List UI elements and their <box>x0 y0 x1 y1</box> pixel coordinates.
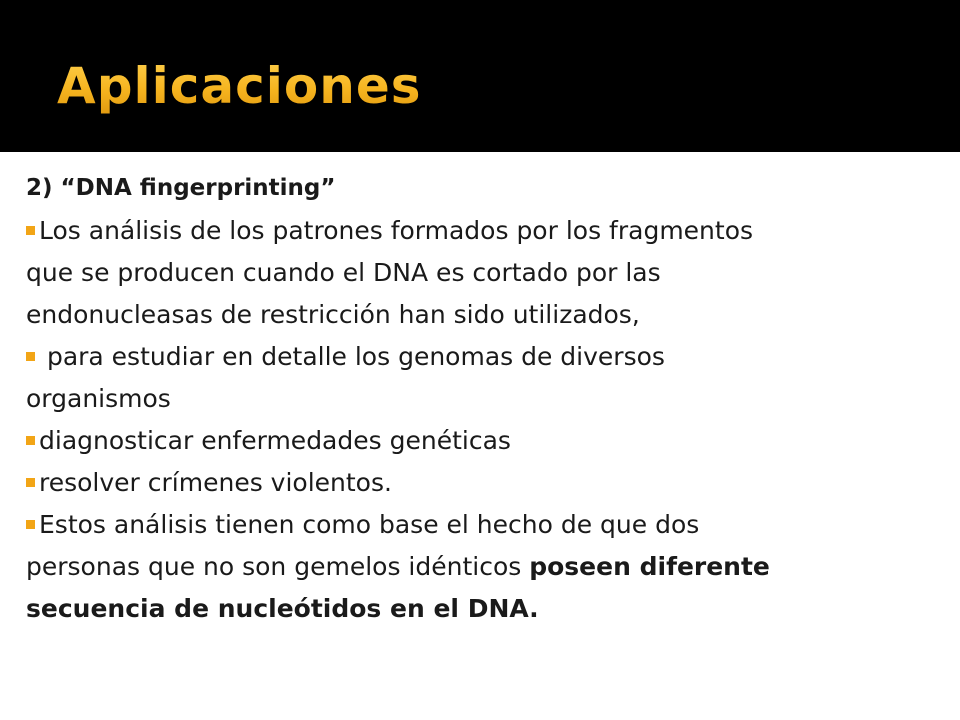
bullet-item-1 <box>26 210 926 336</box>
bullet-item-5 <box>26 504 926 630</box>
square-bullet-icon <box>26 436 35 445</box>
bullet-text: para estudiar en detalle los genomas de diversos <box>39 342 665 371</box>
title-band <box>0 0 960 152</box>
bullet-text: que se producen cuando el DNA es cortado por las <box>26 258 661 287</box>
bullet-item-3 <box>26 420 926 462</box>
bullet-text: endonucleasas de restricción han sido utilizados, <box>26 300 640 329</box>
bullet-text: personas que no son gemelos idénticos <box>26 552 530 581</box>
bullet-bold-text: secuencia de nucleótidos en el DNA. <box>26 594 539 623</box>
bullet-text: Estos análisis tienen como base el hecho de que dos <box>39 510 700 539</box>
bullet-item-4 <box>26 462 926 504</box>
title-divider <box>0 152 960 156</box>
bullet-item-2 <box>26 336 926 420</box>
square-bullet-icon <box>26 352 35 361</box>
bullet-bold-text: poseen diferente <box>529 552 770 581</box>
bullet-text: resolver crímenes violentos. <box>39 468 392 497</box>
section-heading: 2) “DNA fingerprinting” <box>26 175 336 201</box>
square-bullet-icon <box>26 478 35 487</box>
bullet-text: diagnosticar enfermedades genéticas <box>39 426 511 455</box>
square-bullet-icon <box>26 520 35 529</box>
slide-title: Aplicaciones <box>57 48 422 124</box>
bullet-text: Los análisis de los patrones formados por los fragmentos <box>39 216 754 245</box>
bullet-text: organismos <box>26 384 171 413</box>
square-bullet-icon <box>26 226 35 235</box>
slide-content <box>26 166 926 630</box>
